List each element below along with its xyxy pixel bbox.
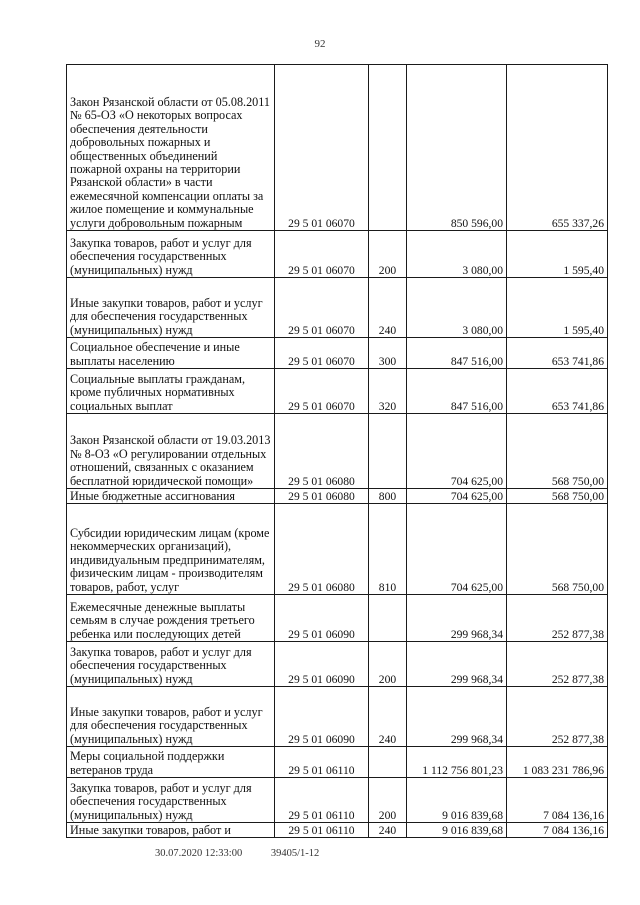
row-sum-executed: 252 877,38 — [507, 687, 608, 747]
table-row — [67, 504, 608, 595]
row-code: 29 5 01 06090 — [275, 642, 369, 687]
row-code: 29 5 01 06090 — [275, 595, 369, 642]
row-expense-type: 810 — [369, 504, 407, 595]
table-row — [67, 231, 608, 278]
row-expense-type: 200 — [369, 231, 407, 278]
row-sum-planned: 299 968,34 — [407, 687, 507, 747]
row-sum-executed: 252 877,38 — [507, 595, 608, 642]
row-sum-executed: 653 741,86 — [507, 338, 608, 369]
row-expense-type: 240 — [369, 687, 407, 747]
row-sum-executed: 655 337,26 — [507, 65, 608, 231]
row-name: Социальные выплаты гражданам, кроме публичных нормативных социальных выплат — [67, 369, 275, 414]
row-code: 29 5 01 06070 — [275, 278, 369, 338]
row-expense-type: 240 — [369, 823, 407, 838]
row-name: Иные закупки товаров, работ и услуг для обеспечения государственных (муниципальных) нужд — [67, 278, 275, 338]
row-expense-type: 240 — [369, 278, 407, 338]
row-name: Меры социальной поддержки ветеранов труда — [67, 747, 275, 778]
row-name: Ежемесячные денежные выплаты семьям в случае рождения третьего ребенка или последующих детей — [67, 595, 275, 642]
row-name: Иные закупки товаров, работ и услуг для обеспечения государственных (муниципальных) нужд — [67, 687, 275, 747]
row-sum-executed: 568 750,00 — [507, 504, 608, 595]
row-sum-planned: 850 596,00 — [407, 65, 507, 231]
row-sum-planned: 3 080,00 — [407, 278, 507, 338]
row-name: Закупка товаров, работ и услуг для обеспечения государственных (муниципальных) нужд — [67, 642, 275, 687]
row-expense-type — [369, 414, 407, 489]
row-code: 29 5 01 06070 — [275, 338, 369, 369]
row-name: Иные бюджетные ассигнования — [67, 489, 275, 504]
table-row — [67, 278, 608, 338]
row-expense-type: 300 — [369, 338, 407, 369]
row-sum-planned: 299 968,34 — [407, 642, 507, 687]
table-row — [67, 687, 608, 747]
row-name: Иные закупки товаров, работ и — [67, 823, 275, 838]
row-code: 29 5 01 06070 — [275, 369, 369, 414]
row-sum-executed: 1 595,40 — [507, 278, 608, 338]
row-sum-planned: 299 968,34 — [407, 595, 507, 642]
row-sum-executed: 1 083 231 786,96 — [507, 747, 608, 778]
table-row — [67, 65, 608, 231]
table-row — [67, 595, 608, 642]
row-expense-type — [369, 747, 407, 778]
row-sum-planned: 704 625,00 — [407, 504, 507, 595]
row-sum-executed: 568 750,00 — [507, 414, 608, 489]
row-expense-type: 320 — [369, 369, 407, 414]
row-expense-type — [369, 65, 407, 231]
row-sum-executed: 568 750,00 — [507, 489, 608, 504]
row-name: Закупка товаров, работ и услуг для обеспечения государственных (муниципальных) нужд — [67, 231, 275, 278]
row-sum-planned: 847 516,00 — [407, 338, 507, 369]
table-row — [67, 414, 608, 489]
row-expense-type: 200 — [369, 778, 407, 823]
row-code: 29 5 01 06110 — [275, 747, 369, 778]
table-row — [67, 338, 608, 369]
row-name: Закупка товаров, работ и услуг для обеспечения государственных (муниципальных) нужд — [67, 778, 275, 823]
row-name: Закон Рязанской области от 19.03.2013 № 8-ОЗ «О регулировании отдельных отношений, связанных с оказанием бесплатной юридической помощи» — [67, 414, 275, 489]
row-sum-executed: 252 877,38 — [507, 642, 608, 687]
row-expense-type: 800 — [369, 489, 407, 504]
row-sum-executed: 7 084 136,16 — [507, 823, 608, 838]
row-sum-executed: 653 741,86 — [507, 369, 608, 414]
row-sum-planned: 704 625,00 — [407, 489, 507, 504]
table-row — [67, 369, 608, 414]
row-expense-type — [369, 595, 407, 642]
footer-document-id: 39405/1-12 — [270, 848, 320, 859]
row-sum-executed: 7 084 136,16 — [507, 778, 608, 823]
row-sum-executed: 1 595,40 — [507, 231, 608, 278]
row-code: 29 5 01 06080 — [275, 414, 369, 489]
table-row — [67, 642, 608, 687]
row-sum-planned: 1 112 756 801,23 — [407, 747, 507, 778]
row-sum-planned: 3 080,00 — [407, 231, 507, 278]
row-code: 29 5 01 06070 — [275, 231, 369, 278]
row-code: 29 5 01 06080 — [275, 504, 369, 595]
row-sum-planned: 9 016 839,68 — [407, 778, 507, 823]
row-name: Субсидии юридическим лицам (кроме некоммерческих организаций), индивидуальным предпринимателям, физическим лицам - производителям товаров, работ, услуг — [67, 504, 275, 595]
row-code: 29 5 01 06090 — [275, 687, 369, 747]
footer-timestamp: 30.07.2020 12:33:00 — [155, 848, 243, 859]
row-name: Закон Рязанской области от 05.08.2011 № 65-ОЗ «О некоторых вопросах обеспечения деятельности добровольных пожарных и общественных объединений пожарной охраны на территории Рязанской области» в части ежемесячной компенсации оплаты за жилое помещение и коммунальные услуги добровольным пожарным — [67, 65, 275, 231]
row-code: 29 5 01 06080 — [275, 489, 369, 504]
row-code: 29 5 01 06070 — [275, 65, 369, 231]
document-footer — [155, 848, 319, 859]
row-sum-planned: 9 016 839,68 — [407, 823, 507, 838]
row-sum-planned: 704 625,00 — [407, 414, 507, 489]
budget-table — [66, 64, 608, 838]
row-expense-type: 200 — [369, 642, 407, 687]
row-code: 29 5 01 06110 — [275, 823, 369, 838]
row-sum-planned: 847 516,00 — [407, 369, 507, 414]
table-row — [67, 823, 608, 838]
row-name: Социальное обеспечение и иные выплаты населению — [67, 338, 275, 369]
row-code: 29 5 01 06110 — [275, 778, 369, 823]
table-row — [67, 778, 608, 823]
page-number: 92 — [314, 38, 326, 50]
table-row — [67, 489, 608, 504]
table-row — [67, 747, 608, 778]
